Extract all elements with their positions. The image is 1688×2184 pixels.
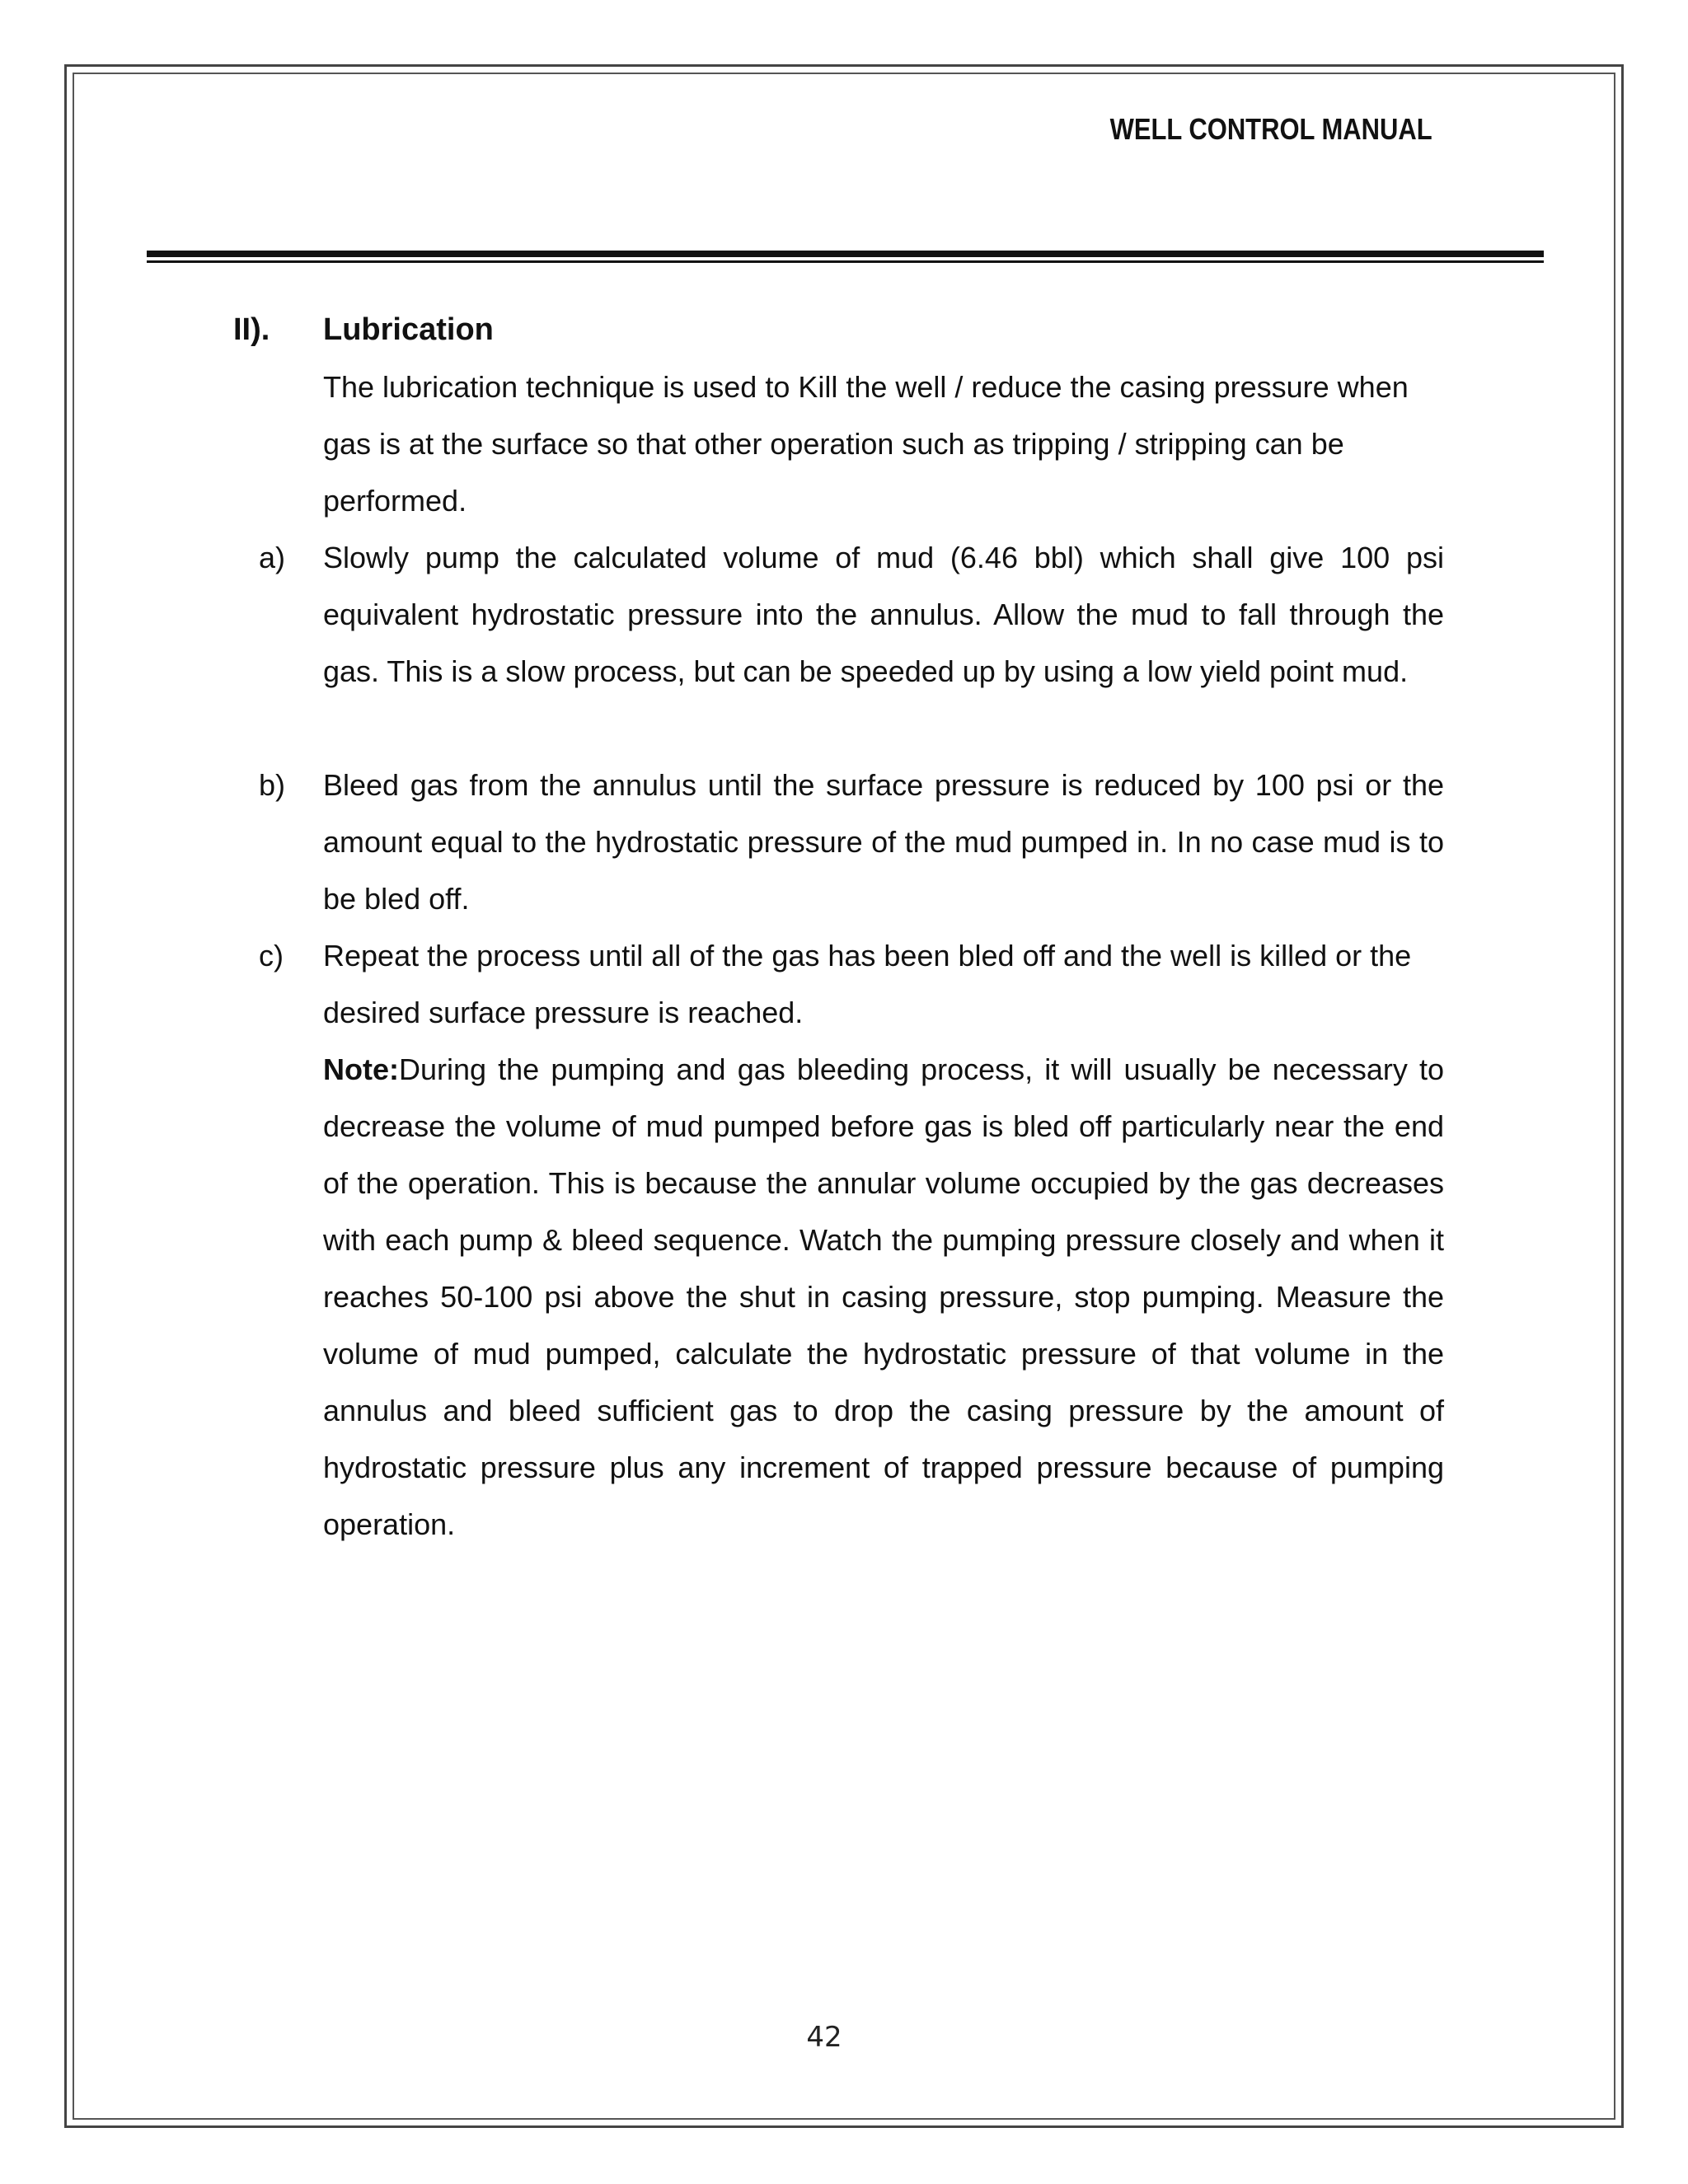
note-text: During the pumping and gas bleeding process, it will usually be necessary to decrease the volume of mud pumped before gas is bled off particularly near the end of the operation. This is because the annular volume occupied by the gas decreases with each pump & bleed sequence. Watch the pumping pressure closely and when it reaches 50-100 psi above the shut in casing pressure, stop pumping. Measure the volume of mud pumped, calculate the hydrostatic pressure of that volume in the annulus and bleed sufficient gas to drop the casing pressure by the amount of hydrostatic pressure plus any increment of trapped pressure because of pumping operation.: [323, 1052, 1444, 1541]
section-intro-paragraph: The lubrication technique is used to Kill the well / reduce the casing pressure when gas is at the surface so that other operation such as tripping / stripping can be performed.: [323, 370, 1409, 518]
page-number: 42: [806, 2021, 842, 2054]
section-number: II).: [233, 312, 270, 347]
list-item-text: Slowly pump the calculated volume of mud (6.46 bbl) which shall give 100 psi equivalent hydrostatic pressure into the annulus. Allow the mud to fall through the gas. This is a slow process, but can be speeded up by using a low yield point mud.: [323, 541, 1444, 688]
note-label: Note:: [323, 1052, 399, 1086]
section-title: Lubrication: [323, 312, 494, 347]
list-item-marker: b): [259, 768, 286, 802]
list-item-text: Bleed gas from the annulus until the surface pressure is reduced by 100 psi or the amount equal to the hydrostatic pressure of the mud pumped in. In no case mud is to be bled off.: [323, 768, 1444, 916]
list-item-text: Repeat the process until all of the gas has been bled off and the well is killed or the desired surface pressure is reached.: [323, 939, 1412, 1029]
document-header-title: WELL CONTROL MANUAL: [1110, 112, 1432, 146]
list-item-marker: c): [259, 939, 284, 972]
header-rule-thick: [147, 251, 1544, 257]
note-paragraph: [323, 1041, 1444, 1553]
list-item-marker: a): [259, 541, 286, 574]
header-rule-thin: [147, 260, 1544, 263]
